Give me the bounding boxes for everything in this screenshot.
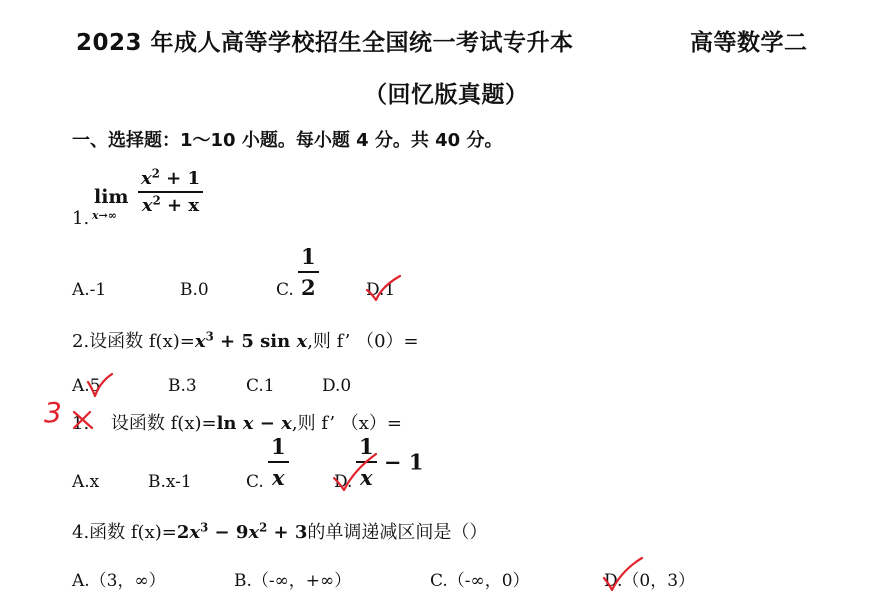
question-4: 4.函数 $f(x)=2x^3 - 9x^2 + 3$的单调递减区间是（） (72, 520, 488, 543)
q2-option-c: C.1 (246, 376, 275, 396)
q1-option-c-fraction: $\frac{1}{2}$ (298, 244, 319, 300)
q4-option-d: D.（0，3） (604, 571, 696, 591)
q3-option-a: A.x (72, 472, 100, 492)
q3-option-b: B.x-1 (148, 472, 192, 492)
q2-option-a: A.5 (72, 376, 101, 396)
q3-option-c-fraction: $\frac{1}{x}$ (268, 434, 289, 490)
page-title (76, 24, 574, 57)
q3-handwritten-number: 3 (44, 396, 62, 429)
q1-fraction: $\frac{x^2 + 1}{x^2 + x}$ (138, 168, 203, 216)
q1-option-c-label: C. (276, 280, 294, 300)
q1-option-a: A.-1 (72, 280, 107, 300)
question-2: 2.设函数 $f(x)=x^3 + 5$ sin x,则 f’ （0）= (72, 329, 419, 352)
q1-number: 1. (72, 208, 90, 229)
q3-number: 1. (72, 413, 90, 434)
title-subject: 高等数学二 (690, 30, 808, 56)
q3-option-d-label: D. (334, 472, 353, 492)
q3-option-d-expression: $\frac{1}{x}$ − 1 (356, 434, 423, 490)
title-main: 2023 年成人高等学校招生全国统一考试专升本 (76, 30, 574, 56)
q1-option-b: B.0 (180, 280, 209, 300)
q3-option-c-label: C. (246, 472, 264, 492)
q2-option-b: B.3 (168, 376, 197, 396)
q4-option-a: A.（3，∞） (72, 571, 166, 591)
q2-option-d: D.0 (322, 376, 352, 396)
section-header: 一、选择题：1～10 小题。每小题 4 分。共 40 分。 (72, 130, 503, 151)
page-subtitle: （回忆版真题） (364, 82, 529, 108)
question-3: 1. 设函数 f(x)=ln x − x,则 f’ （x）= (72, 413, 402, 434)
q4-option-b: B.（-∞，+∞） (234, 571, 352, 591)
q1-limit: lim x→∞ (92, 186, 129, 222)
q4-option-c: C.（-∞，0） (430, 571, 530, 591)
q1-option-d: D.1 (366, 280, 396, 300)
